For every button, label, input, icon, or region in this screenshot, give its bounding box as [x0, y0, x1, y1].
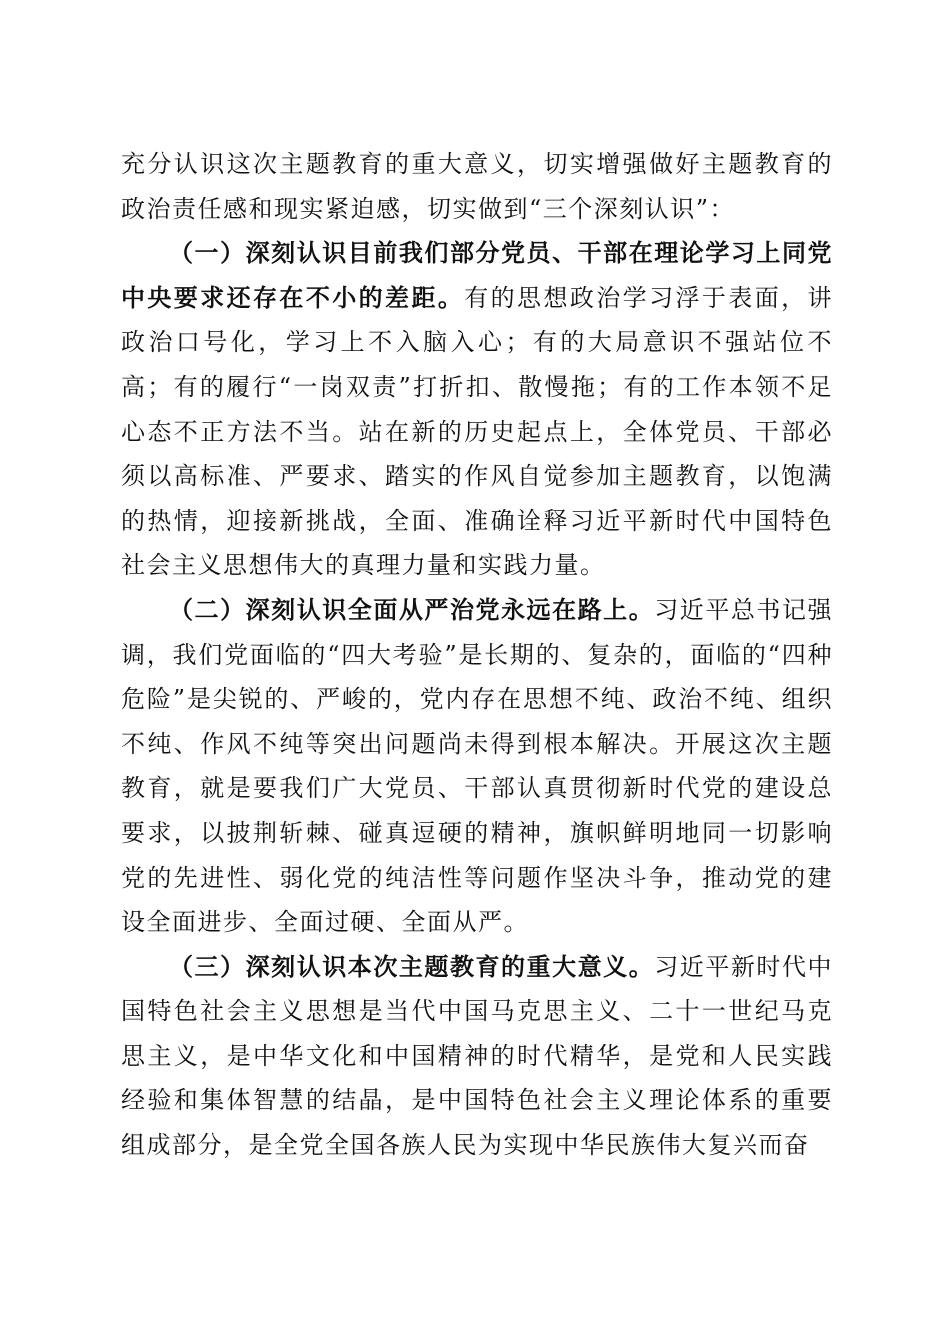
section-2-body: 习近平总书记强调，我们党面临的“四大考验”是长期的、复杂的，面临的“四种危险”是尖锐的、严峻的，党内存在思想不纯、政治不纯、组织不纯、作风不纯等突出问题尚未得到根本解决。开展这次主题教育，就是要我们广大党员、干部认真贯彻新时代党的建设总要求，以披荆斩棘、碰真逗硬的精神，旗帜鲜明地同一切影响党的先进性、弱化党的纯洁性等问题作坚决斗争，推动党的建设全面进步、全面过硬、全面从严。	[121, 595, 834, 937]
section-3-body: 习近平新时代中国特色社会主义思想是当代中国马克思主义、二十一世纪马克思主义，是中华文化和中国精神的时代精华，是党和人民实践经验和集体智慧的结晶，是中国特色社会主义理论体系的重要组成部分，是全党全国各族人民为实现中华民族伟大复兴而奋	[121, 952, 834, 1160]
section-3-paragraph	[121, 945, 833, 1168]
document-body	[121, 142, 833, 1168]
section-1-heading: （一）深刻认识目前我们部分党员、干部在理论学习上同党中央要求还存在不小的差距。	[121, 239, 833, 312]
section-1-paragraph	[121, 231, 833, 588]
section-3-heading: （三）深刻认识本次主题教育的重大意义。	[169, 952, 655, 981]
section-1-body: 有的思想政治学习浮于表面，讲政治口号化，学习上不入脑入心；有的大局意识不强站位不高；有的履行“一岗双责”打折扣、散慢拖；有的工作本领不足心态不正方法不当。站在新的历史起点上，全体党员、干部必须以高标准、严要求、踏实的作风自觉参加主题教育，以饱满的热情，迎接新挑战，全面、准确诠释习近平新时代中国特色社会主义思想伟大的真理力量和实践力量。	[121, 283, 833, 580]
section-2-heading: （二）深刻认识全面从严治党永远在路上。	[169, 595, 655, 624]
intro-paragraph: 充分认识这次主题教育的重大意义，切实增强做好主题教育的政治责任感和现实紧迫感，切实做到“三个深刻认识”：	[121, 150, 833, 223]
section-2-paragraph	[121, 588, 833, 945]
